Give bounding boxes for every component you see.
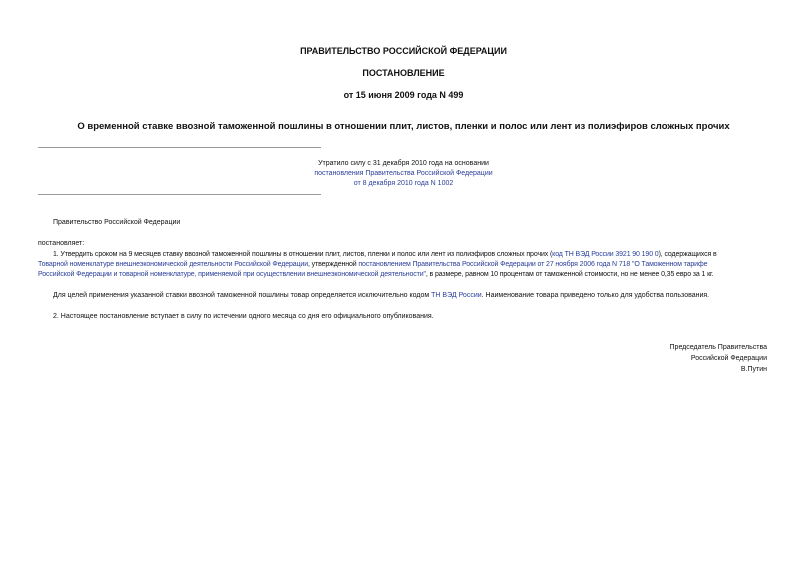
tnved-link[interactable]: ТН ВЭД России — [431, 292, 482, 299]
document-title: О временной ставке ввозной таможенной пошлины в отношении плит, листов, пленки и полос или лент из полиэфиров сложных прочих — [77, 121, 730, 132]
status-text: Утратило силу с 31 декабря 2010 года на основании — [318, 160, 489, 167]
paragraph-1-text: , в размере, равном 10 процентам от таможенной стоимости, но не менее 0,35 евро за 1 кг. — [425, 271, 714, 278]
intro-text: Правительство Российской Федерации — [53, 219, 181, 226]
decree-718-link[interactable]: постановлением Правительства Российской Федерации от 27 ноября 2006 года N 718 — [358, 261, 631, 268]
paragraph-3: 2. Настоящее постановление вступает в силу по истечении одного месяца со дня его официального опубликования. — [53, 313, 434, 320]
government-heading: ПРАВИТЕЛЬСТВО РОССИЙСКОЙ ФЕДЕРАЦИИ — [300, 46, 507, 56]
tnved-nomenclature-link[interactable]: Товарной номенклатуре внешнеэкономической деятельности Российской Федерации — [38, 261, 308, 268]
paragraph-1 — [38, 250, 770, 280]
paragraph-1-text: 1. Утвердить сроком на 9 месяцев ставку ввозной таможенной пошлины в отношении плит, листов, пленки и полос или лент из полиэфиров сложных прочих ( — [53, 251, 553, 258]
paragraph-2-text: . Наименование товара приведено только для удобства пользования. — [481, 292, 710, 299]
status-rule-top — [38, 147, 321, 148]
paragraph-2 — [53, 291, 709, 301]
paragraph-1-text: ), содержащихся в — [658, 251, 717, 258]
signature-position: Председатель Правительства — [669, 344, 767, 351]
signature-name: В.Путин — [740, 366, 767, 373]
customs-tariff-link-cont[interactable]: Российской Федерации и товарной номенклатуре, применяемой при осуществлении внешнеэкономической деятельности" — [38, 271, 426, 278]
decree-text: постановляет: — [38, 240, 85, 247]
tnved-code-link[interactable]: код ТН ВЭД России 3921 90 190 0 — [552, 251, 659, 258]
document-date-number: от 15 июня 2009 года N 499 — [343, 90, 464, 100]
status-link-date[interactable]: от 8 декабря 2010 года N 1002 — [353, 180, 454, 187]
signature-organization: Российской Федерации — [690, 355, 767, 362]
status-rule-bottom — [38, 194, 321, 195]
paragraph-2-text: Для целей применения указанной ставки ввозной таможенной пошлины товар определяется исключительно кодом — [53, 292, 432, 299]
document-type: ПОСТАНОВЛЕНИЕ — [362, 68, 445, 78]
paragraph-1-text: , утвержденной — [308, 261, 357, 268]
customs-tariff-link[interactable]: "О Таможенном тарифе — [631, 261, 708, 268]
status-link-decree[interactable]: постановления Правительства Российской Федерации — [314, 170, 493, 177]
signature-block — [670, 342, 767, 375]
